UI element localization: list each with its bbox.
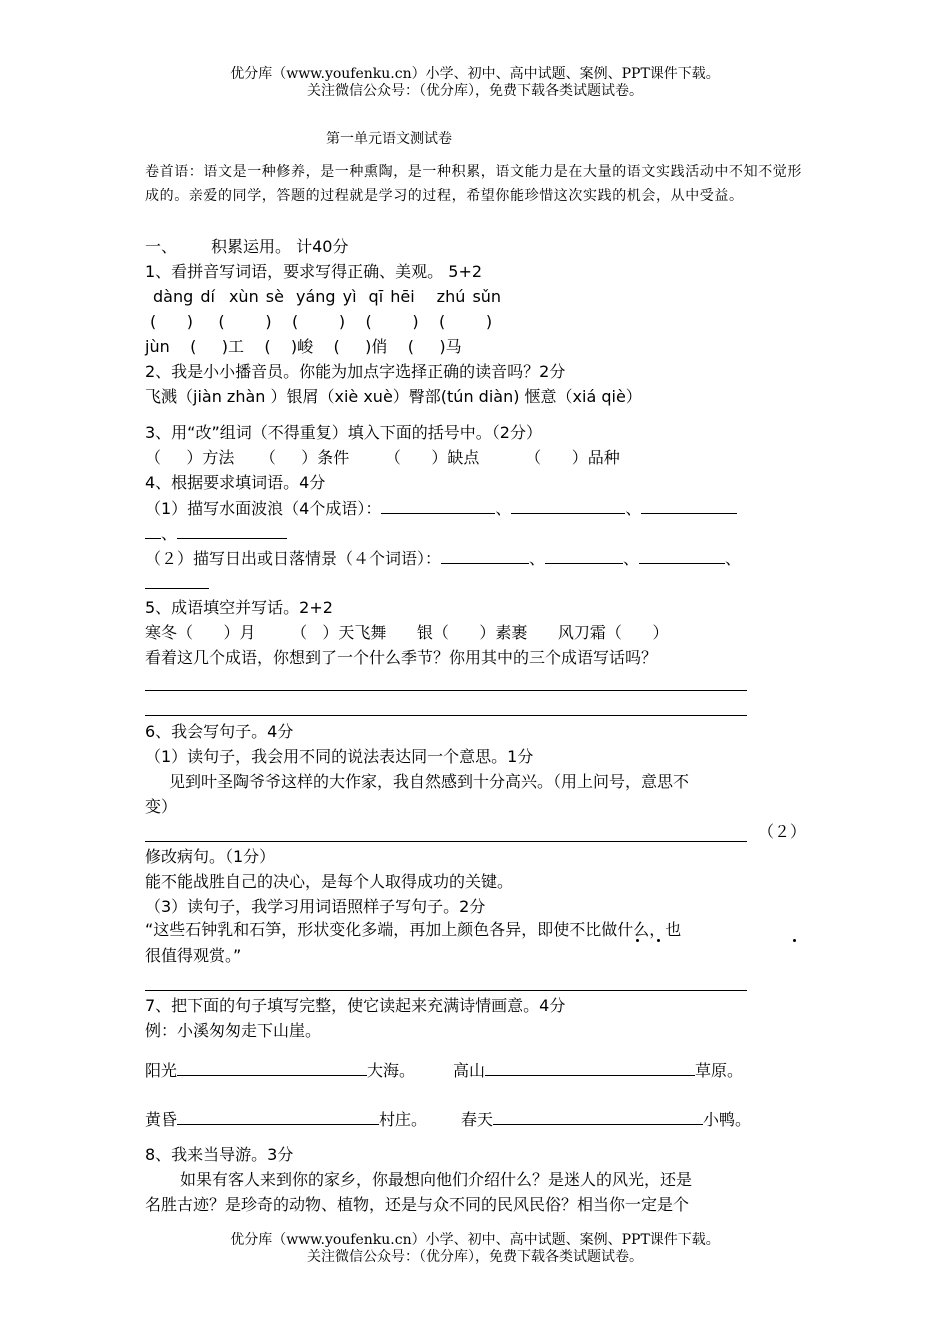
q5-items: 寒冬（ ）月 （ ）天飞舞 银（ ）素裹 风刀霜（ ） bbox=[145, 623, 669, 642]
section-1-heading bbox=[145, 236, 348, 258]
q4-part-1 bbox=[145, 497, 737, 520]
q4-blank-8[interactable] bbox=[145, 572, 209, 589]
q5-title: 5、成语填空并写话。2+2 bbox=[145, 598, 333, 617]
q4-part-1-label: （1）描写水面波浪（4个成语）： bbox=[145, 499, 382, 518]
header-line-2: 关注微信公众号：（优分库），免费下载各类试题试卷。 bbox=[307, 83, 643, 99]
q7-r1b-prefix: 高山 bbox=[453, 1061, 486, 1080]
q6-part-1: （1）读句子，我会用不同的说法表达同一个意思。1分 bbox=[145, 747, 534, 766]
section-1-number: 一、 bbox=[145, 237, 178, 256]
q7-r2a-suffix: 村庄。 bbox=[379, 1110, 428, 1129]
q1-pinyin-1: dàng dí bbox=[153, 287, 215, 306]
q1-pinyin-5: zhú sǔn bbox=[436, 287, 502, 306]
q4-title: 4、根据要求填词语。4分 bbox=[145, 473, 326, 492]
separator: 、 bbox=[161, 524, 178, 543]
q6-answer-line-1[interactable] bbox=[145, 841, 747, 842]
q7-blank-4[interactable] bbox=[493, 1108, 703, 1125]
preface: 卷首语：语文是一种修养，是一种熏陶，是一种积累，语文能力是在大量的语文实践活动中不知不觉形成的。亲爱的同学，答题的过程就是学习的过程，希望你能珍惜这次实践的机会，从中受益。 bbox=[145, 164, 802, 204]
separator: 、 bbox=[495, 499, 512, 518]
q8-text-line-2: 名胜古迹？是珍奇的动物、植物，还是与众不同的民风民俗？相当你一定是个 bbox=[145, 1195, 690, 1214]
q7-r1b-suffix: 草原。 bbox=[695, 1061, 744, 1080]
q6-part-3: （3）读句子，我学习用词语照样子写句子。2分 bbox=[145, 897, 486, 916]
q7-r1a-suffix: 大海。 bbox=[367, 1061, 416, 1080]
q4-blank-6[interactable] bbox=[545, 547, 623, 564]
q5-answer-line-1[interactable] bbox=[145, 690, 747, 691]
header-line-1: 优分库（www.youfenku.cn）小学、初中、高中试题、案例、PPT课件下载。 bbox=[230, 66, 720, 82]
q7-example: 例：小溪匆匆走下山崖。 bbox=[145, 1021, 322, 1040]
section-1-label: 积累运用。 计40分 bbox=[211, 237, 349, 256]
q1-pinyin-3: yáng yì bbox=[295, 287, 357, 306]
separator: 、 bbox=[725, 549, 742, 568]
q6-part-2-sentence: 能不能战胜自己的决心，是每个人取得成功的关键。 bbox=[145, 872, 514, 891]
q6-part-1-sentence: 见到叶圣陶爷爷这样的大作家，我自然感到十分高兴。（用上问号，意思不 bbox=[169, 772, 690, 791]
q1-pinyin-row bbox=[153, 286, 501, 308]
q7-row-1 bbox=[145, 1059, 743, 1082]
emphasis-dot bbox=[636, 939, 639, 942]
q3-items: （ ）方法 （ ）条件 （ ）缺点 （ ）品种 bbox=[145, 448, 620, 467]
page-header bbox=[0, 66, 950, 100]
q4-blank-5[interactable] bbox=[441, 547, 529, 564]
q7-row-2 bbox=[145, 1108, 751, 1131]
q1-title: 1、看拼音写词语，要求写得正确、美观。 5+2 bbox=[145, 262, 483, 281]
footer-line-2: 关注微信公众号：（优分库），免费下载各类试题试卷。 bbox=[307, 1249, 643, 1265]
q8-text-line-1: 如果有客人来到你的家乡，你最想向他们介绍什么？是迷人的风光，还是 bbox=[180, 1170, 693, 1189]
q6-part-3-sentence-end: 很值得观赏。” bbox=[145, 946, 242, 965]
q4-blank-7[interactable] bbox=[639, 547, 725, 564]
q2-items: 飞溅（jiàn zhàn ）银屑（xiè xuè）臀部(tún diàn) 惬意（xiá qiè） bbox=[145, 387, 642, 406]
q1-answer-brackets: ( ) ( ) ( ) ( ) ( ) bbox=[150, 312, 493, 331]
emphasis-dot bbox=[793, 939, 796, 942]
q6-answer-line-2[interactable] bbox=[145, 990, 747, 991]
q7-r2a-prefix: 黄昏 bbox=[145, 1110, 178, 1129]
separator: 、 bbox=[529, 549, 546, 568]
q7-r2b-prefix: 春天 bbox=[461, 1110, 494, 1129]
q1-line-3: jùn ( )工 ( )峻 ( )俏 ( )马 bbox=[145, 337, 462, 356]
page-footer bbox=[0, 1232, 950, 1266]
q7-blank-2[interactable] bbox=[485, 1059, 695, 1076]
q4-part-2 bbox=[145, 547, 741, 570]
q6-part-2-number: （２） bbox=[758, 822, 807, 841]
q7-blank-3[interactable] bbox=[177, 1108, 379, 1125]
q4-part-2-label: （２）描写日出或日落情景（４个词语）： bbox=[145, 549, 442, 568]
q7-r1a-prefix: 阳光 bbox=[145, 1061, 178, 1080]
q5-answer-line-2[interactable] bbox=[145, 715, 747, 716]
q4-part-2-continued bbox=[145, 572, 209, 595]
q4-blank-3-tail[interactable] bbox=[145, 522, 161, 539]
q3-title: 3、用“改”组词（不得重复）填入下面的括号中。（2分） bbox=[145, 423, 542, 442]
page-title: 第一单元语文测试卷 bbox=[326, 131, 452, 147]
separator: 、 bbox=[625, 499, 642, 518]
q5-prompt: 看着这几个成语，你想到了一个什么季节？你用其中的三个成语写话吗？ bbox=[145, 648, 658, 667]
q1-pinyin-2: xùn sè bbox=[228, 287, 284, 306]
q7-blank-1[interactable] bbox=[177, 1059, 367, 1076]
q6-part-3-sentence: “这些石钟乳和石笋，形状变化多端，再加上颜色各异，即使不比做什么，也 bbox=[145, 920, 682, 939]
q6-part-1-sentence-end: 变） bbox=[145, 797, 178, 816]
footer-line-1: 优分库（www.youfenku.cn）小学、初中、高中试题、案例、PPT课件下载。 bbox=[230, 1232, 720, 1248]
q4-part-1-continued bbox=[145, 522, 287, 545]
q7-title: 7、把下面的句子填写完整，使它读起来充满诗情画意。4分 bbox=[145, 996, 566, 1015]
q4-blank-1[interactable] bbox=[381, 497, 495, 514]
q4-blank-2[interactable] bbox=[511, 497, 625, 514]
q8-title: 8、我来当导游。3分 bbox=[145, 1145, 294, 1164]
q4-blank-4[interactable] bbox=[177, 522, 287, 539]
emphasis-dot bbox=[657, 939, 660, 942]
q2-title: 2、我是小小播音员。你能为加点字选择正确的读音吗？2分 bbox=[145, 362, 566, 381]
q6-title: 6、我会写句子。4分 bbox=[145, 722, 294, 741]
q7-r2b-suffix: 小鸭。 bbox=[703, 1110, 752, 1129]
q6-part-2: 修改病句。（1分） bbox=[145, 847, 276, 866]
separator: 、 bbox=[623, 549, 640, 568]
q1-pinyin-4: qī hēi bbox=[368, 287, 415, 306]
q4-blank-3[interactable] bbox=[641, 497, 737, 514]
